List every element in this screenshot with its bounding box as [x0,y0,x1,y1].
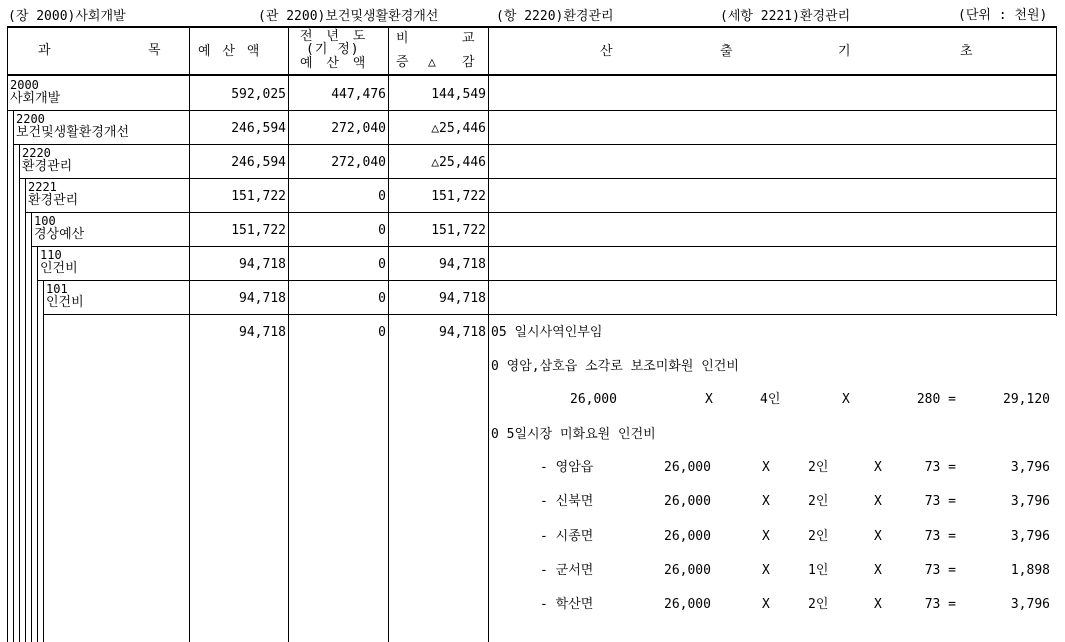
line-people: 2인 [808,494,829,509]
row-budget: 94,718 [239,291,286,306]
line-x2: X [874,563,882,578]
row-budget: 592,025 [231,87,286,102]
detail-title: 05 일시사역인부임 [491,325,603,340]
row-prev: 0 [378,257,386,272]
calc-days: 280 = [916,392,956,407]
table-left-border [7,26,8,642]
col-prev-border [288,26,289,642]
line-total: 3,796 [1010,597,1050,612]
header-basis-4: 초 [960,44,973,59]
row-line-7 [43,314,1057,315]
header-prev-1: 전 년 도 [300,29,369,44]
detail-prev: 0 [378,325,386,340]
row-code: 100 [34,214,56,228]
detail-item-1: 0 영암,삼호읍 소각로 보조미화원 인건비 [491,359,739,374]
row-prev: 447,476 [331,87,386,102]
row-code: 2200 [16,112,45,126]
line-place: - 영암읍 [540,460,594,475]
right-border-rows [1056,106,1057,316]
line-people: 2인 [808,597,829,612]
calc-price: 26,000 [570,392,617,407]
row-code: 110 [40,248,62,262]
row-prev: 272,040 [331,155,386,170]
line-days: 73 = [924,563,956,578]
line-price: 26,000 [664,597,711,612]
row-diff: 151,722 [431,189,486,204]
indent-line-4 [31,212,32,642]
row-name: 환경관리 [22,159,73,174]
header-cmp-2a: 증 [396,55,409,70]
line-place: - 신북면 [540,494,594,509]
row-diff: 151,722 [431,223,486,238]
line-x2: X [874,460,882,475]
line-x1: X [762,529,770,544]
col-basis-border [488,26,489,642]
row-code: 2220 [22,146,51,160]
row-budget: 151,722 [231,223,286,238]
indent-line-1 [13,110,14,642]
line-days: 73 = [924,597,956,612]
row-budget: 94,718 [239,257,286,272]
header-bottom-line [7,74,1057,76]
line-place: - 학산면 [540,597,594,612]
line-price: 26,000 [664,494,711,509]
row-line-5 [31,246,1057,247]
row-prev: 0 [378,189,386,204]
row-budget: 151,722 [231,189,286,204]
unit-label: (단위 : 천원) [958,8,1048,23]
indent-line-6 [43,280,44,642]
line-x1: X [762,494,770,509]
detail-budget: 94,718 [239,325,286,340]
header-cmp-1b: 교 [462,31,475,46]
calc-people: 4인 [760,392,781,407]
row-name: 사회개발 [10,91,61,106]
gwan-label: (관 2200)보건및생활환경개선 [258,9,439,24]
line-total: 3,796 [1010,494,1050,509]
row-line-6 [37,280,1057,281]
line-total: 1,898 [1010,563,1050,578]
table-top-line [7,26,1057,28]
header-basis-2: 출 [720,44,733,59]
line-x2: X [874,597,882,612]
hang-label: (항 2220)환경관리 [496,9,614,24]
calc-x2: X [842,392,850,407]
row-code: 101 [46,282,68,296]
row-name: 환경관리 [28,193,79,208]
line-total: 3,796 [1010,460,1050,475]
col-diff-border [388,26,389,642]
indent-line-3 [25,178,26,642]
jang-label: (장 2000)사회개발 [8,9,126,24]
row-line-4 [25,212,1057,213]
header-budget: 예 산 액 [198,44,262,59]
row-budget: 246,594 [231,155,286,170]
header-basis-1: 산 [600,44,613,59]
header-cmp-1a: 비 [396,31,409,46]
line-price: 26,000 [664,529,711,544]
line-x2: X [874,529,882,544]
row-name: 경상예산 [34,227,85,242]
line-days: 73 = [924,460,956,475]
row-line-2 [13,144,1057,145]
row-diff: 94,718 [439,257,486,272]
row-name: 인건비 [40,261,78,276]
row-diff: △25,446 [431,155,486,170]
line-total: 3,796 [1010,529,1050,544]
row-diff: 94,718 [439,291,486,306]
line-price: 26,000 [664,460,711,475]
row-prev: 0 [378,291,386,306]
header-mok: 목 [148,43,161,58]
header-gwa: 과 [38,43,51,58]
detail-diff: 94,718 [439,325,486,340]
indent-line-2 [19,144,20,642]
header-basis-3: 기 [838,44,851,59]
line-days: 73 = [924,494,956,509]
indent-line-5 [37,246,38,642]
line-x1: X [762,460,770,475]
row-prev: 272,040 [331,121,386,136]
line-people: 1인 [808,563,829,578]
row-line-3 [19,178,1057,179]
line-days: 73 = [924,529,956,544]
row-prev: 0 [378,223,386,238]
line-place: - 군서면 [540,563,594,578]
header-cmp-2c: 감 [462,55,475,70]
line-x2: X [874,494,882,509]
row-code: 2000 [10,78,39,92]
row-name: 보건및생활환경개선 [16,125,130,140]
detail-item-2: 0 5일시장 미화요원 인건비 [491,427,656,442]
sehang-label: (세항 2221)환경관리 [720,9,851,24]
line-people: 2인 [808,529,829,544]
line-x1: X [762,597,770,612]
line-x1: X [762,563,770,578]
row-diff: 144,549 [431,87,486,102]
row-diff: △25,446 [431,121,486,136]
line-place: - 시종면 [540,529,594,544]
row-line-1 [7,110,1057,111]
calc-x1: X [705,392,713,407]
header-prev-3: 예 산 액 [300,56,369,71]
row-budget: 246,594 [231,121,286,136]
row-code: 2221 [28,180,57,194]
line-price: 26,000 [664,563,711,578]
line-people: 2인 [808,460,829,475]
header-cmp-2b: △ [428,55,436,70]
table-right-border [1056,26,1057,106]
row-name: 인건비 [46,295,84,310]
calc-total: 29,120 [1003,392,1050,407]
header-prev-2: (기 정) [306,42,360,57]
